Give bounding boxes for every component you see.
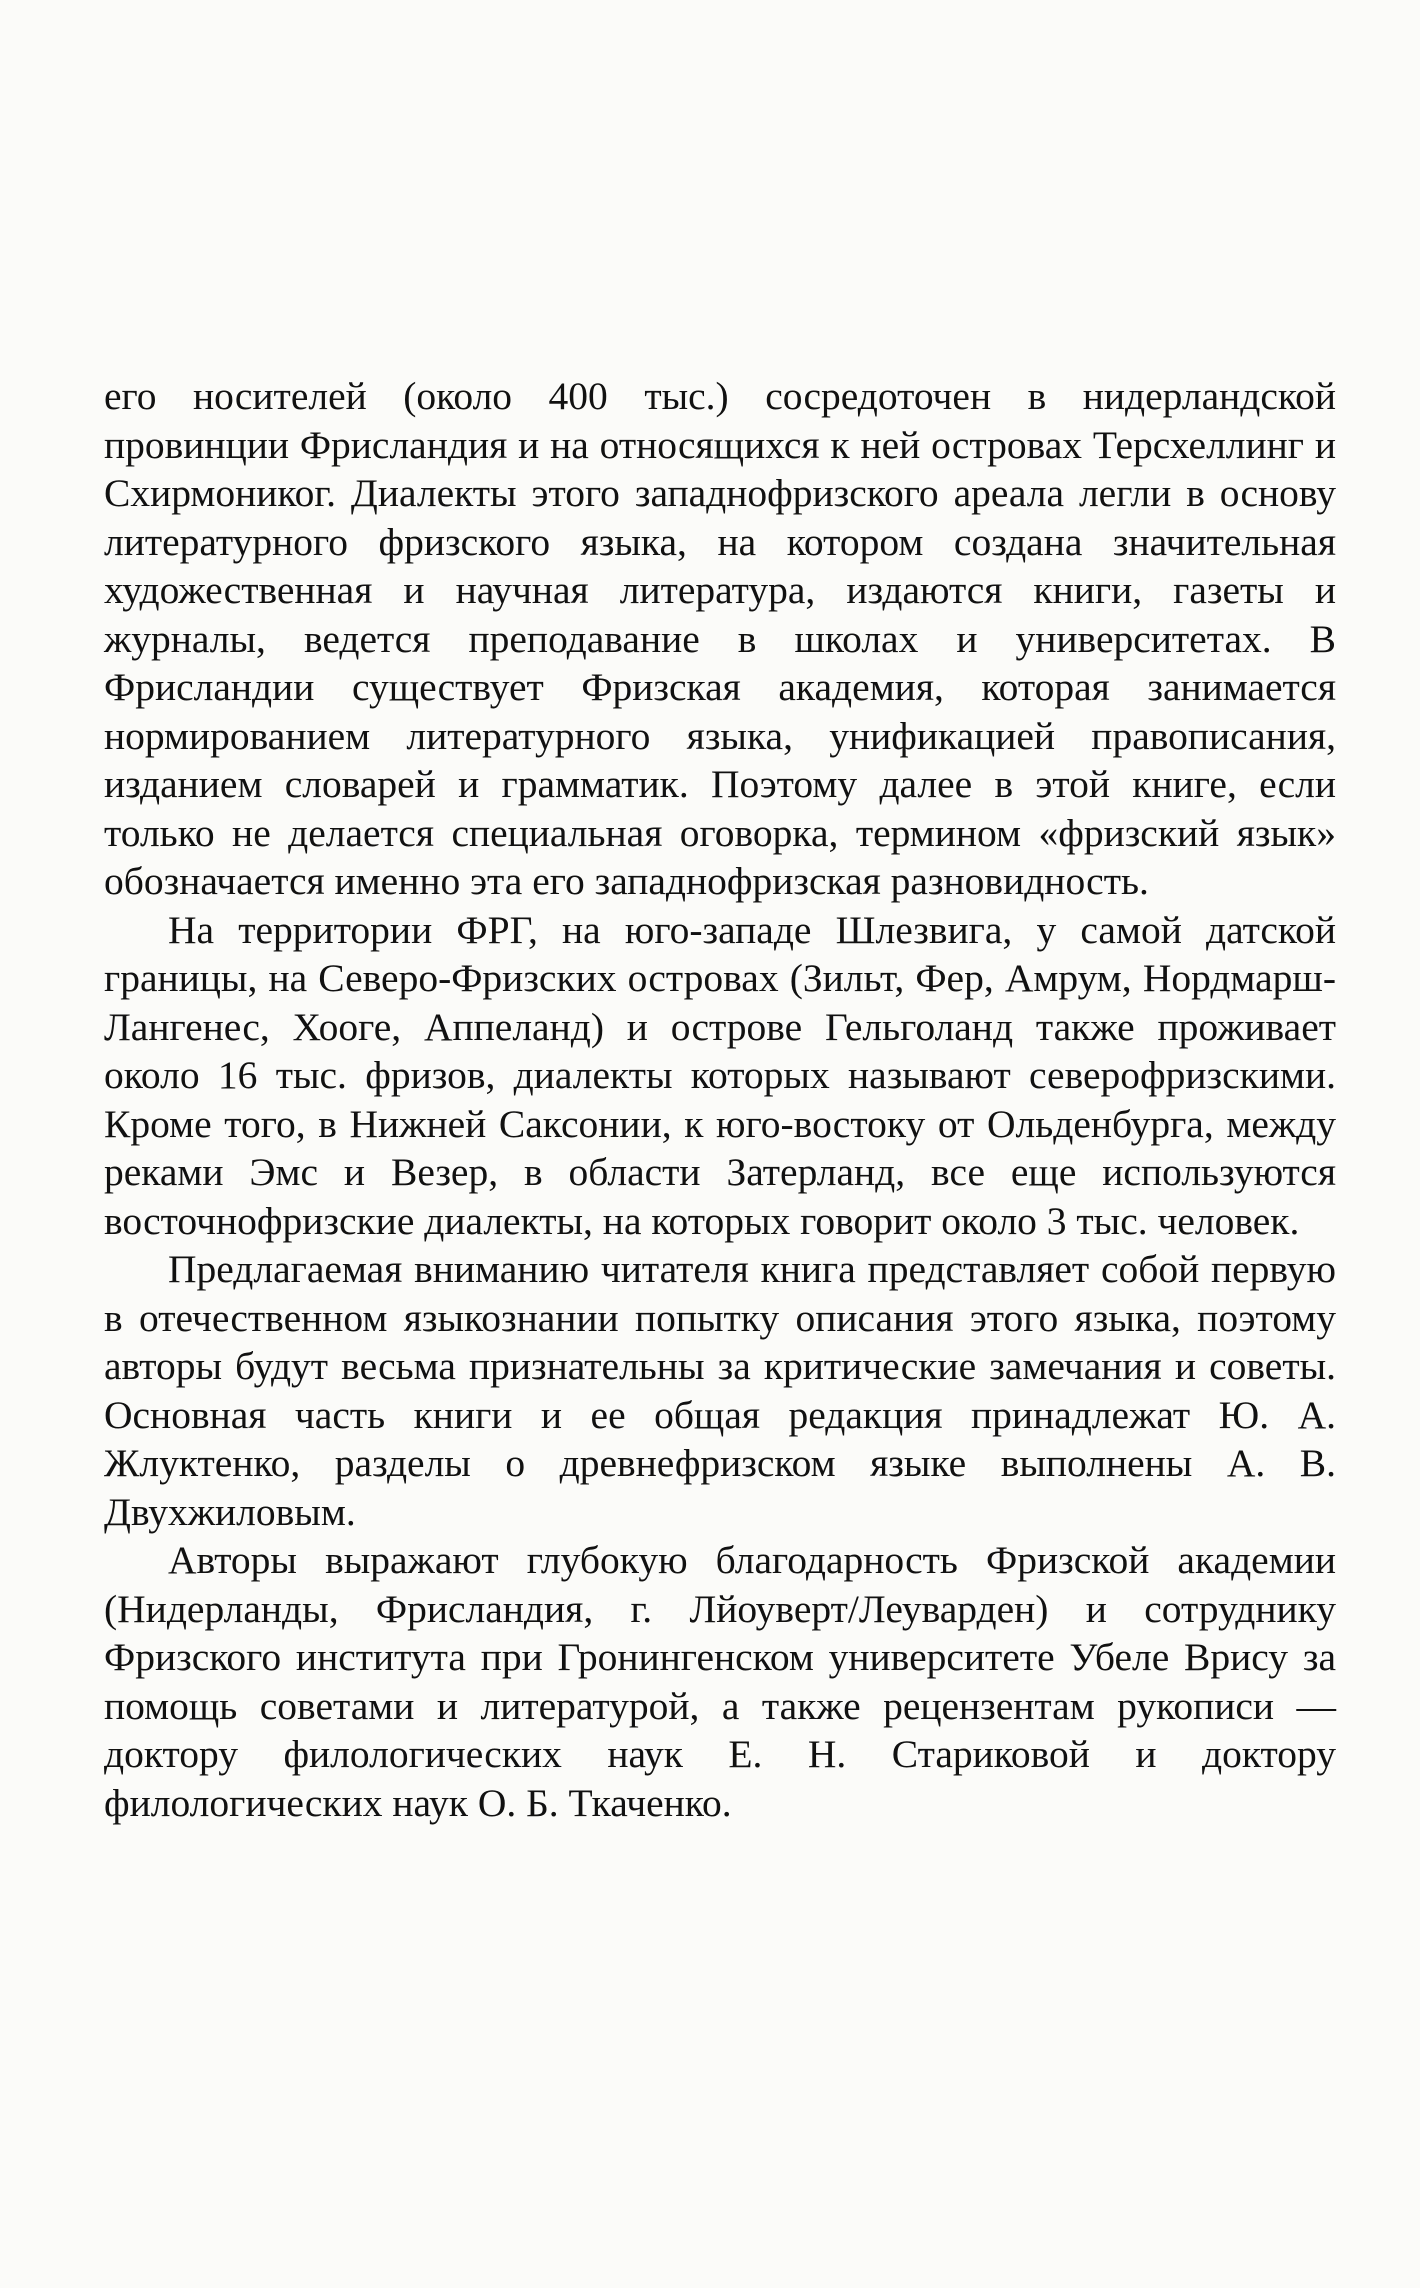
paragraph-northern-frisian: На территории ФРГ, на юго-западе Шлезвига, у самой датской границы, на Северо-Фризских островах (Зильт, Фер, Амрум, Нордмарш-Лангенес, Хооге, Аппеланд) и острове Гельголанд также проживает около 16 тыс. фризов, диалекты которых называют северофризскими. Кроме того, в Нижней Саксонии, к юго-востоку от Ольденбурга, между реками Эмс и Везер, в области Затерланд, все еще используются восточнофризские диалекты, на которых говорит около 3 тыс. человек. <box>104 907 1336 1243</box>
paragraph-acknowledgements: Авторы выражают глубокую благодарность Фризской академии (Нидерланды, Фрисландия, г. Лйоуверт/Леуварден) и сотруднику Фризского института при Гронингенском университете Убеле Врису за помощь советами и литературой, а также рецензентам рукописи — доктору филологических наук Е. Н. Стариковой и доктору филологических наук О. Б. Ткаченко. <box>104 1538 1336 1825</box>
paragraph-book-description: Предлагаемая вниманию читателя книга представляет собой первую в отечественном языкознании попытку описания этого языка, поэтому авторы будут весьма признательны за критические замечания и советы. Основная часть книги и ее общая редакция принадлежат Ю. А. Жлуктенко, разделы о древнефризском языке выполнены А. В. Двухжиловым. <box>104 1247 1336 1534</box>
paragraph-continuation: его носителей (около 400 тыс.) сосредоточен в нидерландской провинции Фрисландия и на относящихся к ней островах Терсхеллинг и Схирмониког. Диалекты этого западнофризского ареала легли в основу литературного фризского языка, на котором создана значительная художественная и научная литература, издаются книги, газеты и журналы, ведется преподавание в школах и университетах. В Фрисландии существует Фризская академия, которая занимается нормированием литературного языка, унификацией правописания, изданием словарей и грамматик. Поэтому далее в этой книге, если только не делается специальная оговорка, термином «фризский язык» обозначается именно эта его западнофризская разновидность. <box>104 374 1336 903</box>
body-text <box>104 372 1336 1827</box>
